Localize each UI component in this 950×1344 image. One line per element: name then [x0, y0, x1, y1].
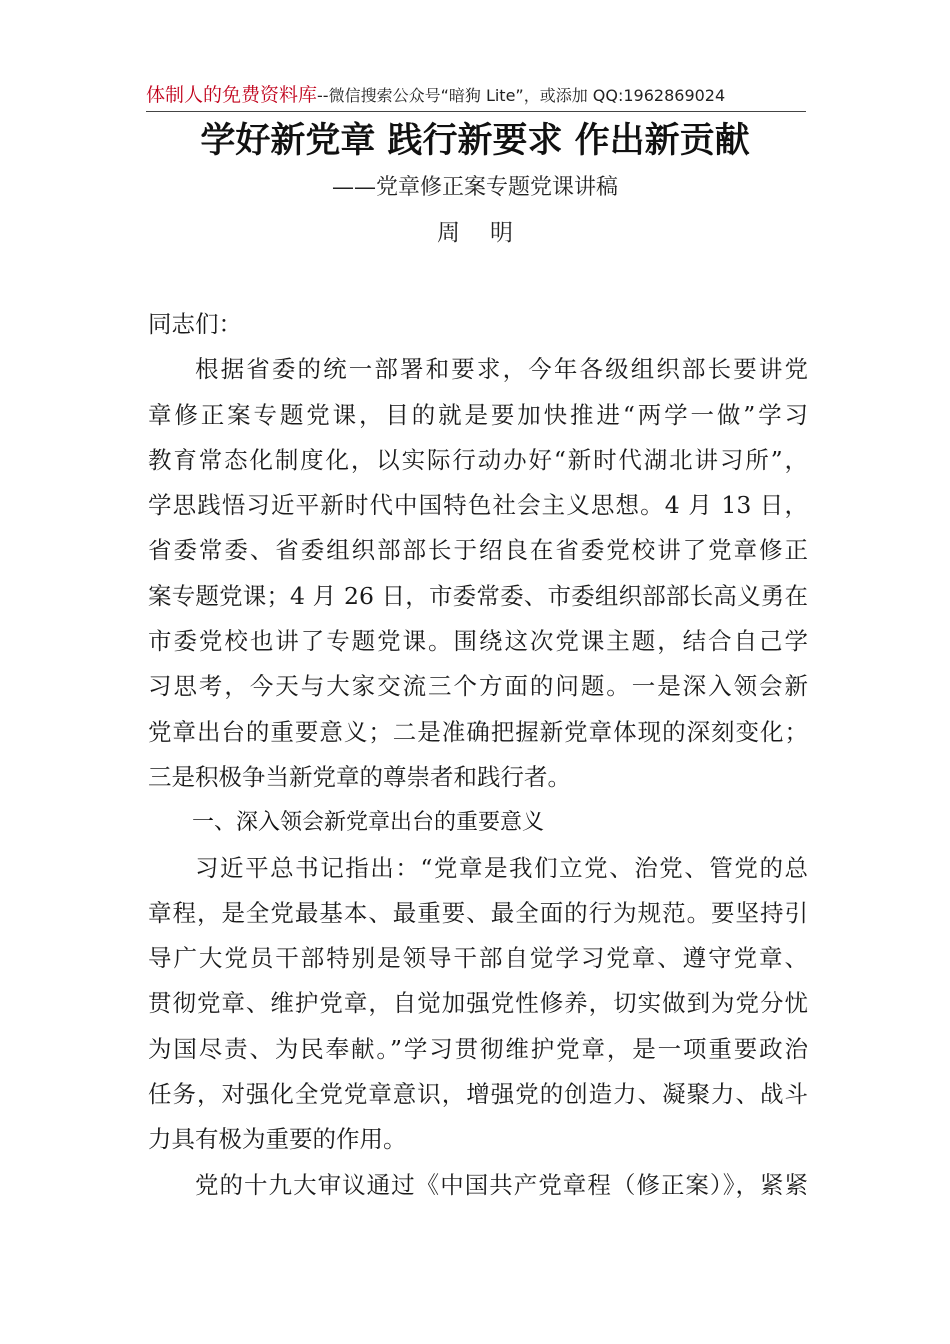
text-line: 为国尽责、为民奉献。”学习贯彻维护党章，是一项重要政治	[148, 1034, 808, 1063]
header-info: --微信搜索公众号“暗狗 Lite”，或添加 QQ:1962869024	[317, 86, 726, 105]
paragraph-3	[148, 1163, 808, 1208]
document-title: 学好新党章 践行新要求 作出新贡献	[200, 121, 750, 161]
text-line: 习思考，今天与大家交流三个方面的问题。一是深入领会新	[148, 672, 808, 701]
paragraph-1	[148, 347, 808, 800]
text-line: 学思践悟习近平新时代中国特色社会主义思想。4 月 13 日，	[148, 491, 808, 520]
text-line: 市委党校也讲了专题党课。围绕这次党课主题，结合自己学	[148, 627, 808, 656]
page-header	[146, 84, 806, 112]
header-brand: 体制人的免费资料库	[146, 84, 318, 106]
text-line: 章程，是全党最基本、最重要、最全面的行为规范。要坚持引	[148, 898, 808, 927]
text-line: 案专题党课；4 月 26 日，市委常委、市委组织部部长高义勇在	[148, 581, 808, 610]
text-line: 导广大党员干部特别是领导干部自觉学习党章、遵守党章、	[148, 944, 808, 973]
document-author: 周明	[437, 220, 543, 246]
text-line: 力具有极为重要的作用。	[148, 1125, 407, 1154]
text-line: 三是积极争当新党章的尊崇者和践行者。	[148, 762, 571, 791]
text-line: 党的十九大审议通过《中国共产党章程（修正案）》，紧紧	[195, 1170, 808, 1199]
text-line: 贯彻党章、维护党章，自觉加强党性修养，切实做到为党分忧	[148, 989, 808, 1018]
text-line: 习近平总书记指出：“党章是我们立党、治党、管党的总	[195, 853, 808, 882]
text-line: 省委常委、省委组织部部长于绍良在省委党校讲了党章修正	[148, 536, 808, 565]
text-line: 党章出台的重要意义；二是准确把握新党章体现的深刻变化；	[148, 717, 808, 746]
document-body	[148, 302, 808, 1208]
document-subtitle: ——党章修正案专题党课讲稿	[331, 175, 618, 200]
section-heading-1: 一、深入领会新党章出台的重要意义	[192, 810, 545, 836]
text-line: 教育常态化制度化，以实际行动办好“新时代湖北讲习所”，	[148, 445, 808, 474]
text-line: 任务，对强化全党党章意识，增强党的创造力、凝聚力、战斗	[148, 1080, 808, 1109]
paragraph-2	[148, 846, 808, 1163]
text-line: 章修正案专题党课，目的就是要加快推进“两学一做”学习	[148, 400, 808, 429]
salutation: 同志们：	[148, 310, 242, 338]
text-line: 根据省委的统一部署和要求，今年各级组织部长要讲党	[195, 355, 808, 384]
